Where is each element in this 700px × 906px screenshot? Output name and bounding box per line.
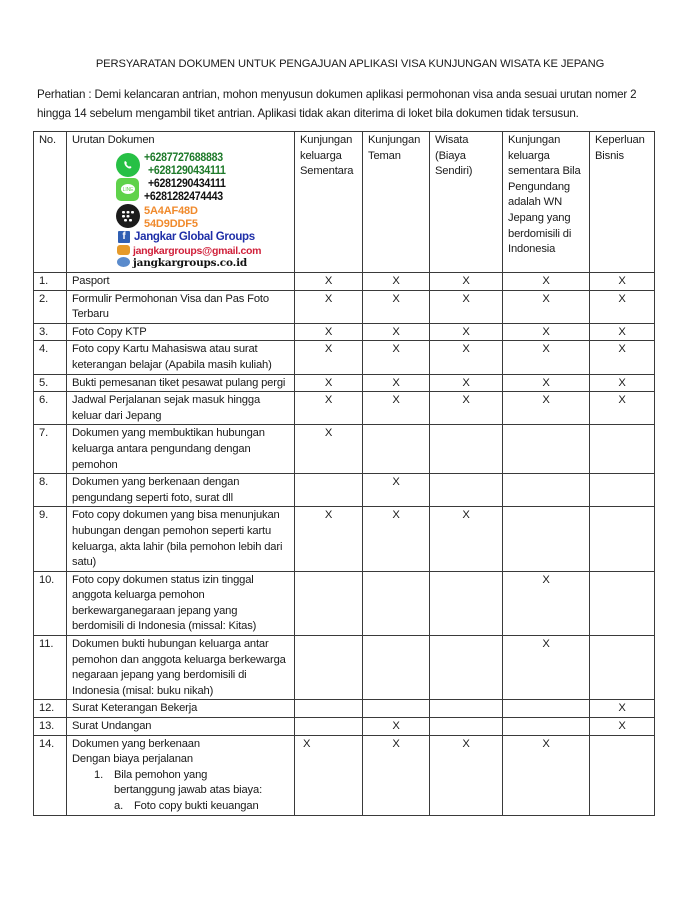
table-row <box>34 507 655 571</box>
mark-tourism: X <box>430 392 503 425</box>
mark-family-jp: X <box>503 735 590 815</box>
mark-tourism: X <box>430 374 503 392</box>
email-icon <box>117 245 130 255</box>
mark-family: X <box>295 425 363 474</box>
doc-line-2: Dengan biaya perjalanan <box>72 753 193 766</box>
mark-family: X <box>295 735 363 815</box>
row-number: 2. <box>34 290 67 323</box>
document-title: PERSYARATAN DOKUMEN UNTUK PENGAJUAN APLIKASI VISA KUNJUNGAN WISATA KE JEPANG <box>95 58 605 70</box>
mark-family-jp: X <box>503 374 590 392</box>
mark-family: X <box>295 392 363 425</box>
mark-business: X <box>590 700 655 718</box>
mark-family <box>295 636 363 700</box>
mark-family-jp: X <box>503 341 590 374</box>
list-item <box>72 768 289 799</box>
row-number: 12. <box>34 700 67 718</box>
mark-friend <box>363 636 430 700</box>
mark-tourism <box>430 636 503 700</box>
row-document: Foto copy dokumen yang bisa menunjukan hubungan dengan pemohon seperti kartu keluarga, akta lahir (bila pemohon lebih dari satu) <box>67 507 295 571</box>
list-text: Bila pemohon yang bertanggung jawab atas biaya: <box>114 768 263 797</box>
mark-business: X <box>590 718 655 736</box>
mark-friend: X <box>363 290 430 323</box>
requirements-table <box>33 131 655 816</box>
mark-family: X <box>295 290 363 323</box>
mark-family-jp: X <box>503 636 590 700</box>
mark-family <box>295 700 363 718</box>
website-icon <box>117 257 130 267</box>
row-number: 14. <box>34 735 67 815</box>
mark-family: X <box>295 273 363 291</box>
table-row <box>34 636 655 700</box>
row-document: Foto copy Kartu Mahasiswa atau surat keterangan belajar (Apabila masih kuliah) <box>67 341 295 374</box>
table-row <box>34 571 655 635</box>
row-number: 5. <box>34 374 67 392</box>
header-col-family-jp: Kunjungan keluarga sementara Bila Pengundang adalah WN Jepang yang berdomisili di Indonesia <box>503 132 590 273</box>
mark-family-jp: X <box>503 323 590 341</box>
row-document: Foto Copy KTP <box>67 323 295 341</box>
mark-tourism <box>430 571 503 635</box>
contact-block <box>116 151 289 269</box>
table-row <box>34 425 655 474</box>
header-no: No. <box>34 132 67 273</box>
whatsapp-number-1: +6287727688883 <box>144 151 223 164</box>
notice-paragraph: Perhatian : Demi kelancaran antrian, mohon menyusun dokumen aplikasi permohonan visa anda sesuai urutan nomer 2 hingga 14 sebelum mengambil tiket antrian. Aplikasi tidak akan diterima di loket bila dokumen tidak tersusun. <box>37 88 637 120</box>
mark-family: X <box>295 507 363 571</box>
row-document: Surat Undangan <box>67 718 295 736</box>
blackberry-icon <box>116 204 140 228</box>
mark-business <box>590 425 655 474</box>
mark-family-jp <box>503 425 590 474</box>
row-number: 11. <box>34 636 67 700</box>
mark-family-jp: X <box>503 392 590 425</box>
table-header-row <box>34 132 655 273</box>
row-number: 4. <box>34 341 67 374</box>
whatsapp-number-2: +6281290434111 <box>148 164 226 177</box>
row-document: Formulir Permohonan Visa dan Pas Foto Terbaru <box>67 290 295 323</box>
mark-business: X <box>590 273 655 291</box>
table-row <box>34 718 655 736</box>
mark-family-jp <box>503 700 590 718</box>
svg-text:LINE: LINE <box>122 187 133 194</box>
mark-business <box>590 571 655 635</box>
row-document: Dokumen yang membuktikan hubungan keluarga antara pengundang dengan pemohon <box>67 425 295 474</box>
table-row <box>34 700 655 718</box>
row-document: Bukti pemesanan tiket pesawat pulang pergi <box>67 374 295 392</box>
row-number: 3. <box>34 323 67 341</box>
mark-friend: X <box>363 735 430 815</box>
row-number: 1. <box>34 273 67 291</box>
table-row <box>34 735 655 815</box>
sub-list-marker: a. <box>114 800 124 812</box>
header-col-tourism: Wisata (Biaya Sendiri) <box>430 132 503 273</box>
row-document: Dokumen bukti hubungan keluarga antar pemohon dan anggota keluarga berkewarga negaraan jepang yang berdomisili di Indonesia (misal: buku nikah) <box>67 636 295 700</box>
mark-family-jp <box>503 718 590 736</box>
mark-friend <box>363 425 430 474</box>
row-document: Jadwal Perjalanan sejak masuk hingga keluar dari Jepang <box>67 392 295 425</box>
table-row <box>34 323 655 341</box>
mark-family: X <box>295 374 363 392</box>
mark-friend: X <box>363 507 430 571</box>
table-row <box>34 374 655 392</box>
mark-business <box>590 507 655 571</box>
mark-friend <box>363 700 430 718</box>
mark-family <box>295 474 363 507</box>
sub-list-item <box>72 799 289 815</box>
line-number-2: +6281282474443 <box>144 190 223 203</box>
row-document: Surat Keterangan Bekerja <box>67 700 295 718</box>
bbm-pin-1: 5A4AF48D <box>144 204 198 217</box>
mark-friend <box>363 571 430 635</box>
email-link[interactable]: jangkargroups@gmail.com <box>133 244 262 257</box>
mark-business <box>590 474 655 507</box>
header-col-family: Kunjungan keluarga Sementara <box>295 132 363 273</box>
row-number: 8. <box>34 474 67 507</box>
mark-business <box>590 636 655 700</box>
table-row <box>34 341 655 374</box>
row-number: 10. <box>34 571 67 635</box>
mark-tourism <box>430 474 503 507</box>
row-document: Dokumen yang berkenaan dengan pengundang seperti foto, surat dll <box>67 474 295 507</box>
mark-family-jp <box>503 507 590 571</box>
mark-business: X <box>590 374 655 392</box>
header-col-business: Keperluan Bisnis <box>590 132 655 273</box>
facebook-link[interactable]: Jangkar Global Groups <box>134 230 255 243</box>
mark-friend: X <box>363 341 430 374</box>
row-document: Pasport <box>67 273 295 291</box>
row-document <box>67 735 295 815</box>
sub-list-text: Foto copy bukti keuangan <box>134 800 259 812</box>
line-icon <box>116 178 139 201</box>
mark-family-jp: X <box>503 273 590 291</box>
mark-business: X <box>590 392 655 425</box>
mark-friend: X <box>363 374 430 392</box>
table-body <box>34 273 655 816</box>
mark-tourism: X <box>430 323 503 341</box>
list-marker: 1. <box>94 768 104 781</box>
facebook-icon: f <box>118 231 130 243</box>
row-number: 6. <box>34 392 67 425</box>
mark-family-jp: X <box>503 290 590 323</box>
whatsapp-icon <box>116 153 140 177</box>
mark-family: X <box>295 323 363 341</box>
table-row <box>34 290 655 323</box>
bbm-pin-2: 54D9DDF5 <box>144 217 198 230</box>
mark-tourism <box>430 425 503 474</box>
mark-friend: X <box>363 273 430 291</box>
mark-tourism: X <box>430 290 503 323</box>
header-document-label: Urutan Dokumen <box>72 134 155 146</box>
mark-tourism: X <box>430 341 503 374</box>
table-row <box>34 273 655 291</box>
mark-business <box>590 735 655 815</box>
mark-business: X <box>590 341 655 374</box>
mark-tourism <box>430 700 503 718</box>
mark-friend: X <box>363 392 430 425</box>
mark-family: X <box>295 341 363 374</box>
mark-tourism: X <box>430 507 503 571</box>
row-document: Foto copy dokumen status izin tinggal anggota keluarga pemohon berkewarganegaraan jepang yang berdomisili di Indonesia (missal: Kitas) <box>67 571 295 635</box>
doc-line-1: Dokumen yang berkenaan <box>72 737 200 750</box>
header-col-friend: Kunjungan Teman <box>363 132 430 273</box>
line-number-1: +6281290434111 <box>148 177 226 190</box>
header-document <box>67 132 295 273</box>
mark-business: X <box>590 290 655 323</box>
mark-tourism: X <box>430 273 503 291</box>
mark-family <box>295 718 363 736</box>
mark-friend: X <box>363 323 430 341</box>
row-number: 9. <box>34 507 67 571</box>
mark-friend: X <box>363 474 430 507</box>
table-row <box>34 474 655 507</box>
row-number: 13. <box>34 718 67 736</box>
row-number: 7. <box>34 425 67 474</box>
mark-family-jp: X <box>503 571 590 635</box>
mark-business: X <box>590 323 655 341</box>
table-row <box>34 392 655 425</box>
mark-friend: X <box>363 718 430 736</box>
mark-tourism: X <box>430 735 503 815</box>
mark-tourism <box>430 718 503 736</box>
mark-family-jp <box>503 474 590 507</box>
website-link[interactable]: jangkargroups.co.id <box>133 256 248 269</box>
mark-family <box>295 571 363 635</box>
